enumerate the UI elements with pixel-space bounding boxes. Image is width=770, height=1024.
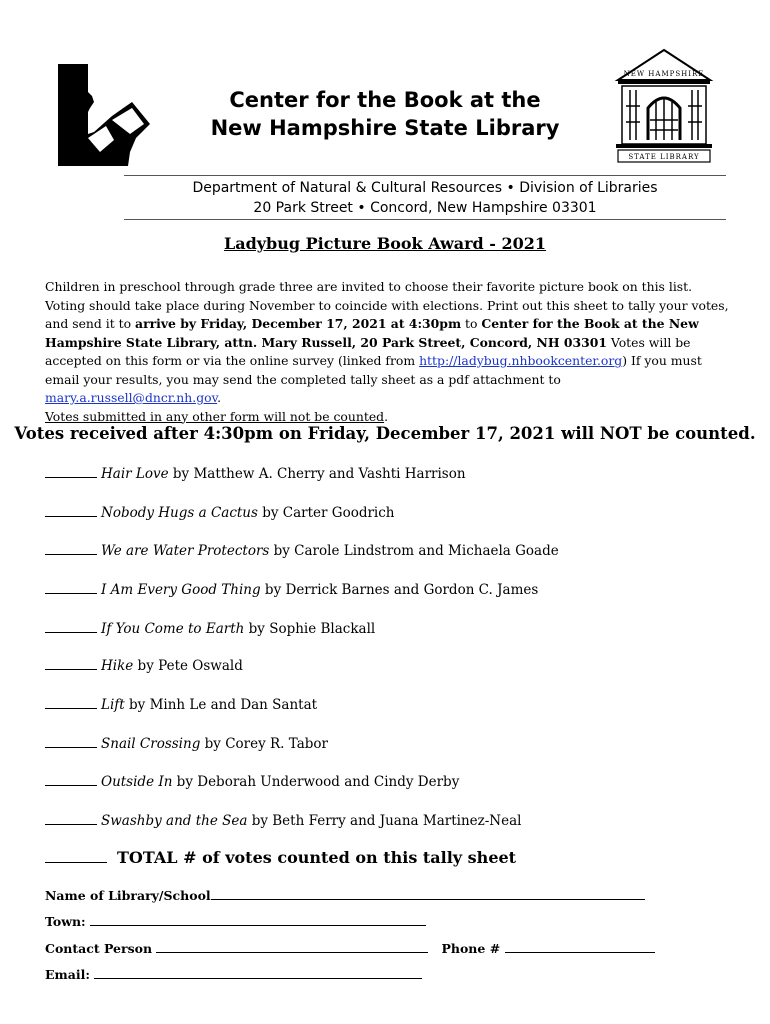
deadline-warning: Votes received after 4:30pm on Friday, December 17, 2021 will NOT be counted.	[14, 424, 756, 443]
vote-blank[interactable]	[45, 734, 97, 748]
state-library-seal	[612, 46, 716, 164]
town-field: Town:	[45, 913, 426, 929]
book-entry: Hair Love by Matthew A. Cherry and Vashti Harrison	[45, 464, 745, 482]
header-divider-top	[124, 175, 726, 176]
book-entry: Lift by Minh Le and Dan Santat	[45, 695, 745, 713]
book-entry: Snail Crossing by Corey R. Tabor	[45, 734, 745, 752]
book-entry: If You Come to Earth by Sophie Blackall	[45, 619, 745, 637]
contact-field: Contact Person Phone #	[45, 940, 655, 956]
email-input-line[interactable]	[94, 966, 422, 979]
book-entry: Hike by Pete Oswald	[45, 656, 745, 674]
department-line: Department of Natural & Cultural Resources • Division of Libraries	[192, 180, 658, 196]
svg-text:NEW HAMPSHIRE: NEW HAMPSHIRE	[623, 70, 705, 78]
svg-text:STATE LIBRARY: STATE LIBRARY	[628, 153, 700, 161]
library-field: Name of Library/School	[45, 887, 645, 903]
book-entry: I Am Every Good Thing by Derrick Barnes and Gordon C. James	[45, 580, 745, 598]
title-line-1: Center for the Book at the	[229, 88, 541, 112]
vote-blank[interactable]	[45, 619, 97, 633]
department-info	[124, 178, 726, 218]
phone-input-line[interactable]	[505, 940, 655, 953]
town-input-line[interactable]	[90, 913, 426, 926]
center-for-the-book-logo	[54, 62, 154, 170]
header-divider-bottom	[124, 219, 726, 220]
total-votes-row	[45, 848, 516, 867]
vote-blank[interactable]	[45, 464, 97, 478]
vote-blank[interactable]	[45, 503, 97, 517]
vote-blank[interactable]	[45, 695, 97, 709]
email-link[interactable]: mary.a.russell@dncr.nh.gov	[45, 390, 218, 405]
email-field: Email:	[45, 966, 422, 982]
form-notice: Votes submitted in any other form will not be counted	[45, 408, 385, 424]
vote-blank[interactable]	[45, 580, 97, 594]
address-line: 20 Park Street • Concord, New Hampshire 03301	[253, 200, 597, 216]
phone-label: Phone #	[441, 941, 501, 956]
total-votes-blank[interactable]	[45, 849, 107, 863]
book-entry: We are Water Protectors by Carole Lindstrom and Michaela Goade	[45, 541, 745, 559]
vote-blank[interactable]	[45, 541, 97, 555]
contact-input-line[interactable]	[156, 940, 428, 953]
vote-blank[interactable]	[45, 656, 97, 670]
vote-blank[interactable]	[45, 772, 97, 786]
page-title	[150, 86, 620, 142]
vote-blank[interactable]	[45, 811, 97, 825]
ladybug-survey-link[interactable]: http://ladybug.nhbookcenter.org	[419, 353, 623, 368]
book-entry: Swashby and the Sea by Beth Ferry and Juana Martinez-Neal	[45, 811, 745, 829]
library-input-line[interactable]	[211, 887, 645, 900]
title-line-2: New Hampshire State Library	[210, 116, 560, 140]
award-title: Ladybug Picture Book Award - 2021	[223, 234, 547, 253]
total-votes-label: TOTAL # of votes counted on this tally sheet	[117, 848, 517, 867]
book-entry: Nobody Hugs a Cactus by Carter Goodrich	[45, 503, 745, 521]
instructions-paragraph: Children in preschool through grade three are invited to choose their favorite picture book on this list. Voting should take place during November to coincide with elections. Print out this sheet to tally your votes, and send it to arrive by Friday, December 17, 2021 at 4:30pm to Center for the Book at the New Hampshire State Library, attn. Mary Russell, 20 Park Street, Concord, NH 03301 Votes will be accepted on this form or via the online survey (linked from http://ladybug.nhbookcenter.org) If you must email your results, you may send the completed tally sheet as a pdf attachment to mary.a.russell@dncr.nh.gov. Votes submitted in any other form will not be counted.	[45, 279, 729, 424]
book-entry: Outside In by Deborah Underwood and Cindy Derby	[45, 772, 745, 790]
